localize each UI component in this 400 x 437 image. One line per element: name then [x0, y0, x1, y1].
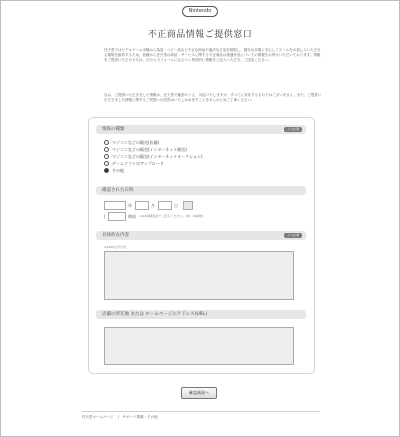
required-badge-type: 入力必須	[284, 127, 302, 132]
radio-icon[interactable]	[104, 161, 109, 166]
time-suffix: 時頃	[128, 214, 136, 219]
time-hint: ※24時間表記でご記入ください。(例：14時頃)	[140, 214, 204, 218]
footer-divider	[82, 411, 320, 412]
time-input[interactable]	[108, 212, 126, 221]
section-header-date	[96, 186, 306, 195]
footer-link-home[interactable]: 任天堂ホームページ	[82, 415, 114, 419]
radio-label: マジコンなどの販売(インターネットオークション)	[112, 154, 203, 159]
year-input[interactable]	[104, 201, 126, 210]
section-label-detail: 具体的な内容	[102, 233, 129, 238]
nintendo-logo[interactable]: Nintendo	[182, 6, 218, 17]
detail-char-limit-hint: ※1000文字以内	[104, 245, 127, 249]
day-input[interactable]	[158, 201, 172, 210]
month-input[interactable]	[135, 201, 149, 210]
intro-paragraph-1: 任天堂ではビデオゲーム市場から偽造・コピー品など不正な商品や違法な行為を排除し、健全な市場と安心してゲームをお楽しみいただける環境を維持するため、皆様から任天堂の商品・サービスに関する不正商品の流通状況についての情報をお寄せいただいております。情報をご提供いただける方は、次の入力フォームになるべく具体的に情報をご記入いただき、ご送信ください。	[104, 48, 321, 63]
section-label-date: 確認された日時	[102, 188, 134, 193]
radio-icon[interactable]	[104, 147, 109, 152]
radio-icon[interactable]	[104, 154, 109, 159]
radio-label: ゲームソフトのアップロード	[112, 161, 164, 166]
month-suffix: 月	[151, 203, 155, 208]
section-header-detail	[96, 231, 306, 240]
detail-textarea[interactable]	[104, 251, 294, 300]
footer-links	[82, 415, 158, 420]
section-label-location: 店舗の所在地 または ホームページのアドレス(URL)	[102, 312, 208, 317]
year-suffix: 年	[128, 203, 132, 208]
page-title: 不正商品情報ご提供窓口	[147, 30, 253, 40]
day-suffix: 日	[174, 203, 178, 208]
radio-icon[interactable]	[104, 140, 109, 145]
required-badge-detail: 入力必須	[284, 233, 302, 238]
footer-link-support[interactable]: サポート情報・その他	[122, 415, 158, 419]
section-label-type: 情報の種類	[102, 127, 125, 132]
radio-option-upload[interactable]	[104, 161, 164, 166]
radio-option-store[interactable]	[104, 140, 159, 145]
radio-label: マジコンなどの販売(インターネット販売)	[112, 147, 187, 152]
time-open-paren: (	[104, 214, 106, 219]
radio-label: その他	[112, 168, 124, 173]
confirm-button[interactable]: 確認画面へ	[181, 387, 217, 399]
calendar-icon[interactable]	[183, 201, 193, 210]
radio-label: マジコンなどの販売(店舗)	[112, 140, 160, 145]
radio-icon-selected[interactable]	[104, 168, 109, 173]
section-header-type	[96, 125, 306, 134]
intro-paragraph-2: なお、ご提供いただきました情報は、任天堂で確認のうえ、対応いたしますが、すべてに対応するものではございません。また、ご提供いただきました情報に関するご質問への回答はいたしかねますことをあらかじめご了承ください。	[104, 93, 322, 103]
radio-option-other[interactable]	[104, 168, 124, 173]
section-header-location	[96, 310, 306, 319]
radio-option-internet[interactable]	[104, 147, 187, 152]
footer-separator: |	[117, 415, 119, 419]
location-textarea[interactable]	[104, 327, 294, 365]
radio-option-auction[interactable]	[104, 154, 203, 159]
